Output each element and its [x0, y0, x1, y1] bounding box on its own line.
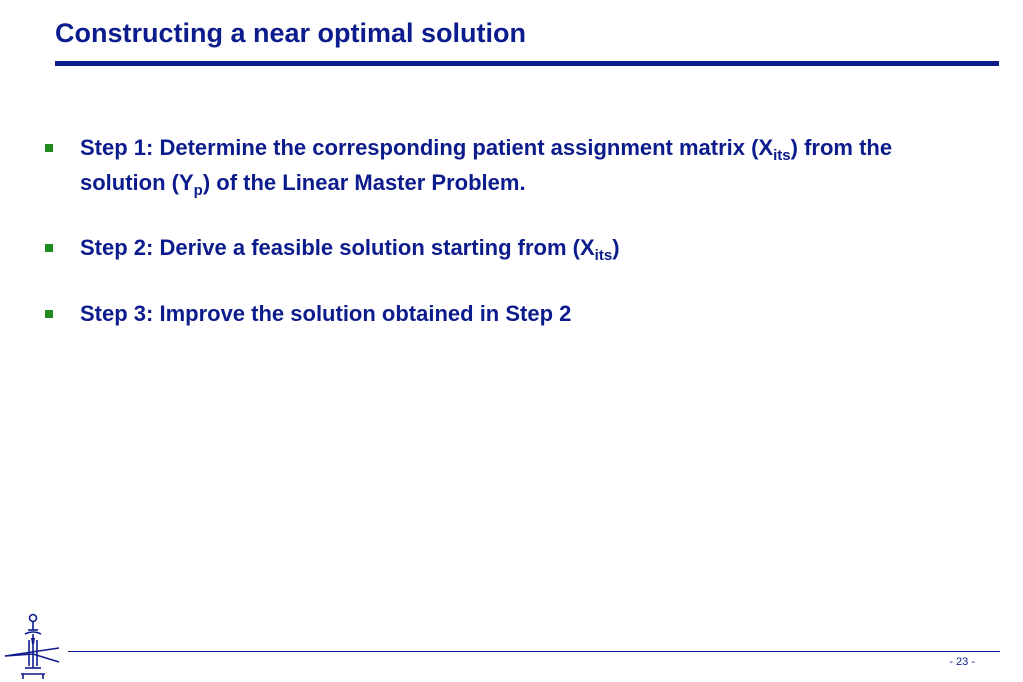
slide-title: Constructing a near optimal solution [55, 18, 527, 48]
university-logo-icon [3, 610, 61, 680]
bullet-square-icon [45, 244, 53, 252]
bullet-text-segment: ) of the Linear Master Problem. [202, 170, 526, 195]
footer-divider [68, 651, 1000, 652]
bullet-text-segment: Step 3: Improve the solution obtained in Step 2 [80, 301, 572, 326]
bullet-square-icon [45, 310, 53, 318]
bullet-text-segment: ) [612, 235, 620, 260]
bullet-text-segment: Step 1: Determine the corresponding patient assignment matrix (X [80, 135, 774, 160]
bullet-text-segment: Step 2: Derive a feasible solution starting from (X [80, 235, 595, 260]
page-number: - 23 - [949, 656, 975, 668]
subscript: p [193, 182, 203, 199]
bullet-square-icon [45, 144, 53, 152]
bullet-text-segment: ) from the solution (Y [80, 135, 893, 195]
subscript: its [594, 247, 613, 264]
bullet-text [80, 296, 940, 331]
bullet-text [80, 230, 940, 265]
title-divider [55, 61, 999, 66]
subscript: its [773, 147, 791, 164]
bullet-text [80, 130, 940, 200]
